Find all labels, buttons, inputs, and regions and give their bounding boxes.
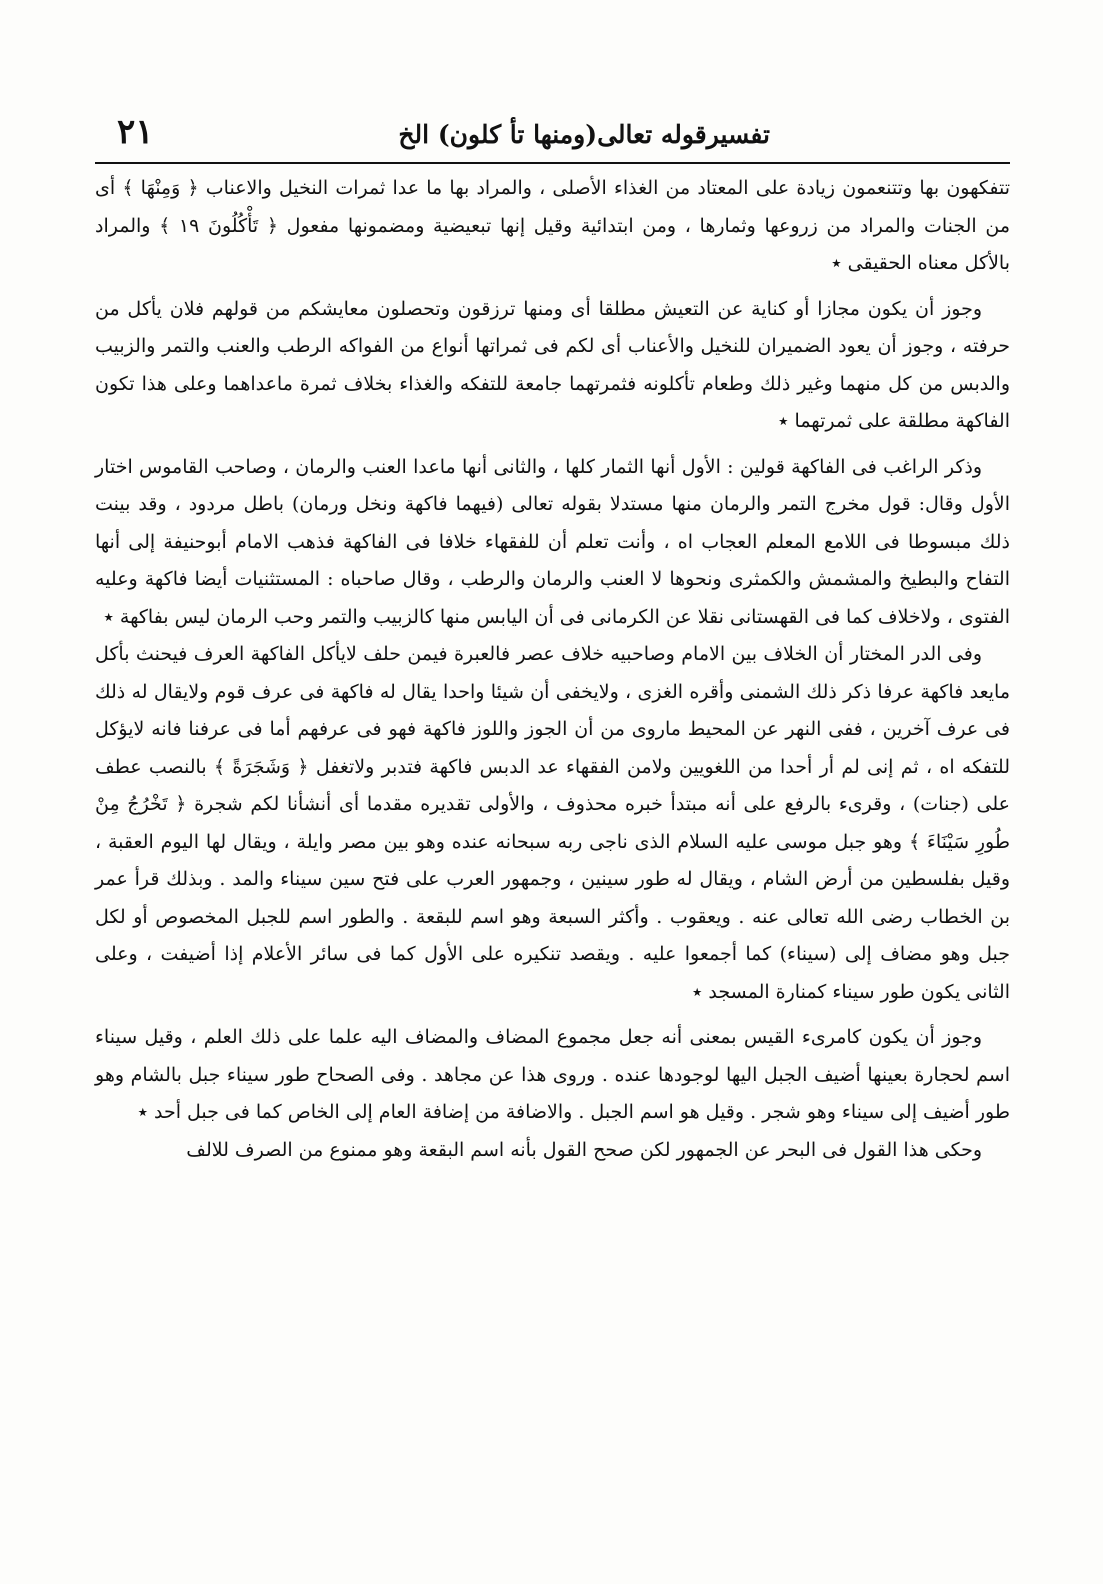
- running-title: تفسيرقوله تعالى(ومنها تأ كلون) الخ: [398, 120, 770, 149]
- paragraph-6: وحكى هذا القول فى البحر عن الجمهور لكن صحح القول بأنه اسم البقعة وهو ممنوع من الصرف للالف: [186, 1138, 982, 1161]
- paragraph-2: وجوز أن يكون مجازا أو كناية عن التعيش مطلقا أى ومنها ترزقون وتحصلون معايشكم من قولهم فلان يأكل من حرفته ، وجوز أن يعود الضميران للنخيل والأعناب أى لكم فى ثمراتها أنواع من الفواكه الرطب والعنب والتمر والزبيب والدبس من كل منهما وغير ذلك وطعام تأكلونه فثمرتهما جامعة للتفكه والغذاء بخلاف ثمرة ماعداهما وعلى هذا تكون الفاكهة مطلقة على ثمرتهما ٭: [95, 297, 1010, 432]
- book-page: [95, 112, 1010, 1169]
- page-header: [95, 112, 1010, 164]
- paragraph-4: وفى الدر المختار أن الخلاف بين الامام وصاحبيه خلاف عصر فالعبرة فيمن حلف لايأكل الفاكهة العرف فيحنث بأكل مايعد فاكهة عرفا ذكر ذلك الشمنى وأقره الغزى ، ولايخفى أن شيئا واحدا يقال له فاكهة فى عرف قوم ولايقال له ذلك فى عرف آخرين ، ففى النهر عن المحيط ماروى من أن الجوز واللوز فاكهة فهو فى عرفهم أما فى عرفنا فانه لايؤكل للتفكه اه ، ثم إنى لم أر أحدا من اللغويين ولامن الفقهاء عد الدبس فاكهة فتدبر ولاتغفل ﴿ وَشَجَرَةً ﴾ بالنصب عطف على (جنات) ، وقرىء بالرفع على أنه مبتدأ خبره محذوف ، والأولى تقديره مقدما أى أنشأنا لكم شجرة ﴿ تَخْرُجُ مِنْ طُورِ سَيْنَاءَ ﴾ وهو جبل موسى عليه السلام الذى ناجى ربه سبحانه عنده وهو بين مصر وايلة ، ويقال لها اليوم العقبة ، وقيل بفلسطين من أرض الشام ، ويقال له طور سينين ، وجمهور العرب على فتح سين سيناء والمد . وبذلك قرأ عمر بن الخطاب رضى الله تعالى عنه . ويعقوب . وأكثر السبعة وهو اسم للبقعة . والطور اسم للجبل المخصوص أو لكل جبل وهو مضاف إلى (سيناء) كما أجمعوا عليه . ويقصد تنكيره على الأول كما فى سائر الأعلام إذا أضيفت ، وعلى الثانى يكون طور سيناء كمنارة المسجد ٭: [95, 643, 1010, 1003]
- paragraph-5: وجوز أن يكون كامرىء القيس بمعنى أنه جعل مجموع المضاف والمضاف اليه علما على ذلك العلم ، وقيل سيناء اسم لحجارة بعينها أضيف الجبل اليها لوجودها عنده . وروى هذا عن مجاهد . وفى الصحاح طور سيناء جبل بالشام وهو طور أضيف إلى سيناء وهو شجر . وقيل هو اسم الجبل . والاضافة من إضافة العام إلى الخاص كما فى جبل أحد ٭: [95, 1026, 1010, 1123]
- paragraph-1: تتفكهون بها وتتنعمون زيادة على المعتاد من الغذاء الأصلى ، والمراد بها ما عدا ثمرات النخيل والاعناب ﴿ وَمِنْهَا ﴾ أى من الجنات والمراد من زروعها وثمارها ، ومن ابتدائية وقيل إنها تبعيضية ومضمونها مفعول ﴿ تَأْكُلُونَ ١٩ ﴾ والمراد بالأكل معناه الحقيقى ٭: [95, 177, 1010, 274]
- page-number: ٢١: [117, 112, 154, 152]
- paragraph-3: وذكر الراغب فى الفاكهة قولين : الأول أنها الثمار كلها ، والثانى أنها ماعدا العنب والرمان ، وصاحب القاموس اختار الأول وقال: قول مخرج التمر والرمان منها مستدلا بقوله تعالى (فيهما فاكهة ونخل ورمان) باطل مردود ، وقد بينت ذلك مبسوطا فى اللامع المعلم العجاب اه ، وأنت تعلم أن للفقهاء خلافا فى الفاكهة فذهب الامام أبوحنيفة إلى أنها التفاح والبطيخ والمشمش والكمثرى ونحوها لا العنب والرمان والرطب ، وقال صاحباه : المستثنيات أيضا فاكهة وعليه الفتوى ، ولاخلاف كما فى القهستانى نقلا عن الكرمانى فى أن اليابس منها كالزبيب والتمر وحب الرمان ليس بفاكهة ٭: [95, 455, 1010, 628]
